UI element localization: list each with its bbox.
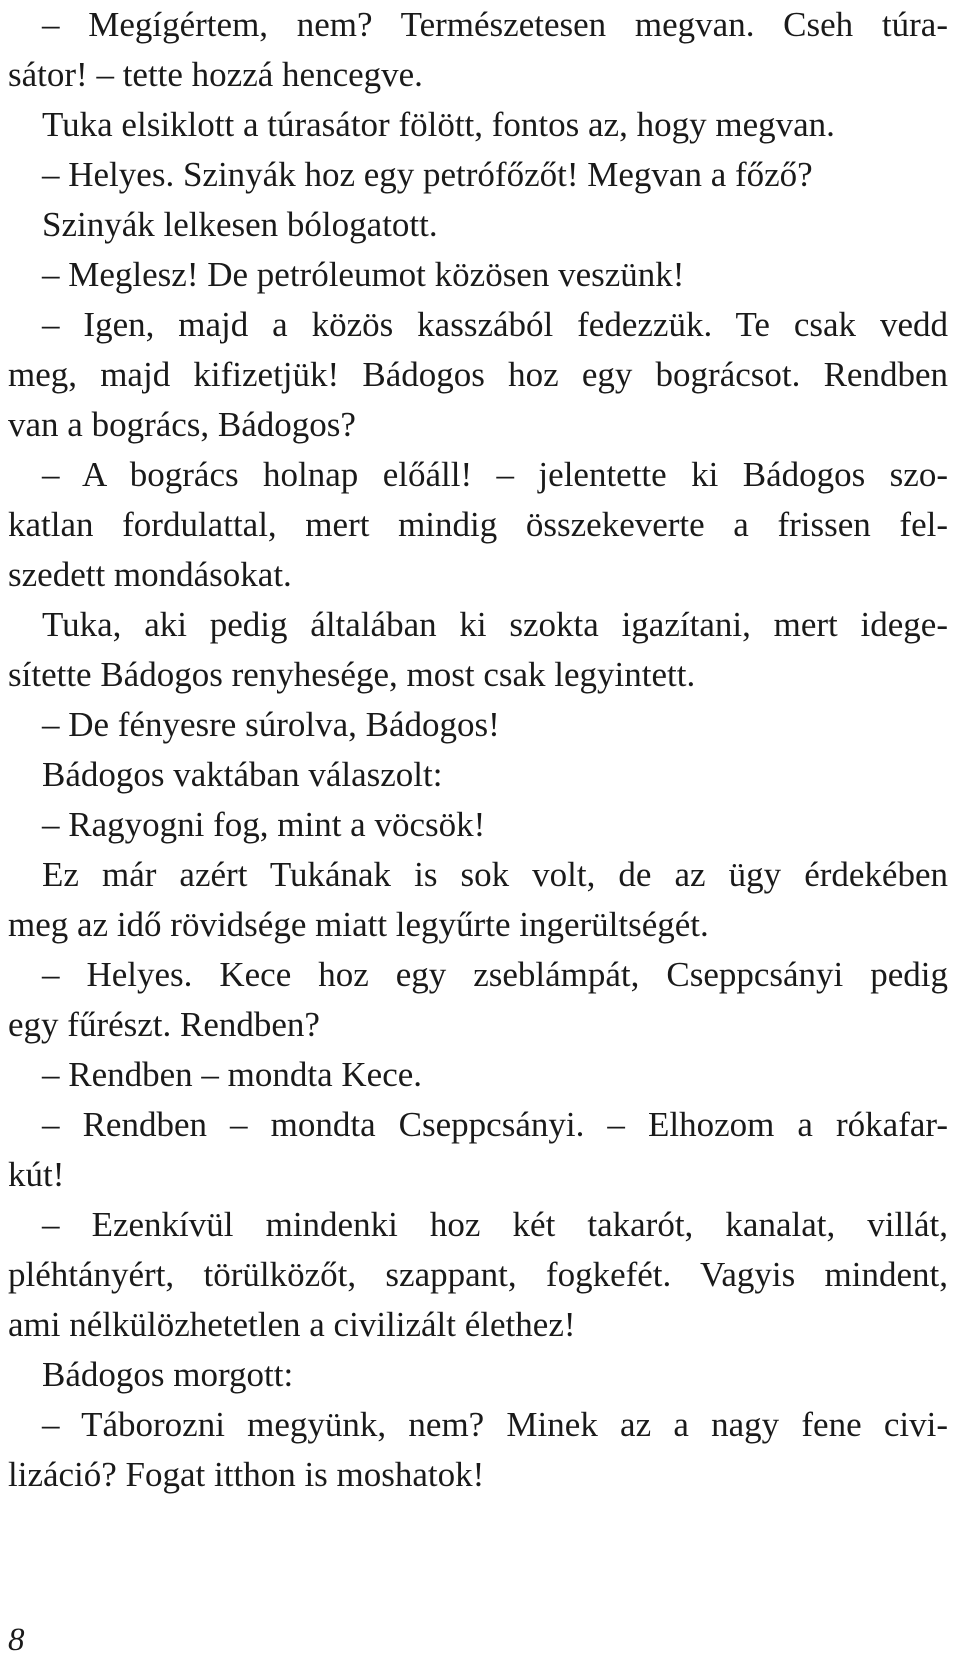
text-line: – De fényesre súrolva, Bádogos! (42, 705, 500, 744)
text-line: egy fűrészt. Rendben? (8, 1005, 320, 1044)
text-line: pléhtányért, törülközőt, szappant, fogkefét. Vagyis mindent, (8, 1255, 948, 1294)
text-line: – Meglesz! De petróleumot közösen veszünk! (42, 255, 685, 294)
text-line: Tuka, aki pedig általában ki szokta igazítani, mert idege- (42, 605, 948, 644)
text-line: meg az idő rövidsége miatt legyűrte ingerültségét. (8, 905, 709, 944)
text-line: Szinyák lelkesen bólogatott. (42, 205, 438, 244)
text-line: – Helyes. Kece hoz egy zseblámpát, Cseppcsányi pedig (42, 955, 948, 994)
text-line: Bádogos vaktában válaszolt: (42, 755, 443, 794)
text-line: – Ragyogni fog, mint a vöcsök! (42, 805, 486, 844)
text-line: lizáció? Fogat itthon is moshatok! (8, 1455, 485, 1494)
text-line: – Rendben – mondta Kece. (42, 1055, 423, 1094)
text-line: Ez már azért Tukának is sok volt, de az ügy érdekében (42, 855, 948, 894)
text-line: meg, majd kifizetjük! Bádogos hoz egy bográcsot. Rendben (8, 355, 948, 394)
page-number: 8 (8, 1622, 25, 1658)
text-line: – A bogrács holnap előáll! – jelentette ki Bádogos szo- (42, 455, 948, 494)
text-line: sátor! – tette hozzá hencegve. (8, 55, 423, 94)
text-line: Bádogos morgott: (42, 1355, 294, 1394)
text-line: Tuka elsiklott a túrasátor fölött, fontos az, hogy megvan. (42, 105, 835, 144)
text-line: van a bogrács, Bádogos? (8, 405, 356, 444)
text-line: – Rendben – mondta Cseppcsányi. – Elhozom a rókafar- (42, 1105, 948, 1144)
text-line: kút! (8, 1155, 65, 1194)
text-line: ami nélkülözhetetlen a civilizált élethez! (8, 1305, 576, 1344)
text-line: – Igen, majd a közös kasszából fedezzük. Te csak vedd (42, 305, 948, 344)
text-line: sítette Bádogos renyhesége, most csak legyintett. (8, 655, 696, 694)
text-line: – Megígértem, nem? Természetesen megvan. Cseh túra- (42, 5, 948, 44)
text-line: katlan fordulattal, mert mindig összekeverte a frissen fel- (8, 505, 948, 544)
text-line: – Táborozni megyünk, nem? Minek az a nagy fene civi- (42, 1405, 948, 1444)
text-line: szedett mondásokat. (8, 555, 292, 594)
text-line: – Ezenkívül mindenki hoz két takarót, kanalat, villát, (42, 1205, 948, 1244)
text-line: – Helyes. Szinyák hoz egy petrófőzőt! Megvan a főző? (42, 155, 813, 194)
